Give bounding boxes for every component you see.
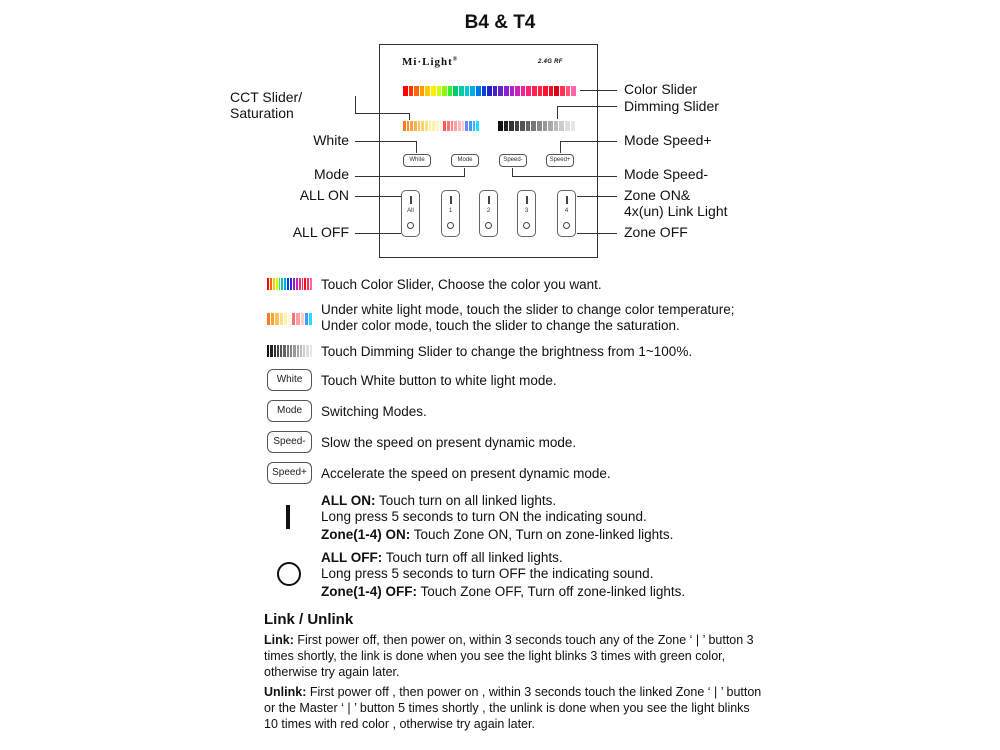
color-swatch [281, 278, 283, 290]
dim-swatch [543, 121, 548, 131]
color-swatch [273, 278, 275, 290]
legend-on-text-1: Touch turn on all linked lights. [375, 493, 557, 508]
legend-speed-plus-text: Accelerate the speed on present dynamic mode. [321, 466, 611, 481]
leader-line [577, 196, 617, 197]
dim-swatch [509, 121, 514, 131]
legend-on-text [321, 493, 673, 543]
legend-off-line-3 [321, 584, 685, 600]
mode-button[interactable]: Mode [451, 154, 479, 167]
brand-registered-mark: ® [452, 56, 459, 63]
dim-swatch [554, 121, 559, 131]
legend-speed-minus-button: Speed- [267, 431, 312, 453]
callout-white: White [313, 132, 349, 148]
cct-swatch [288, 313, 291, 325]
callout-cct-line-2: Saturation [230, 105, 294, 121]
zone-label: 3 [524, 208, 529, 214]
cct-swatch [271, 313, 274, 325]
unlink-paragraph [264, 684, 764, 732]
leader-line [557, 106, 558, 119]
color-swatch [538, 86, 543, 96]
leader-line [355, 113, 410, 114]
dim-swatch [548, 121, 553, 131]
dim-swatch [531, 121, 536, 131]
color-swatch [279, 278, 281, 290]
color-swatch [560, 86, 565, 96]
leader-line [560, 141, 561, 153]
color-swatch [304, 278, 306, 290]
cct-swatch [462, 121, 465, 131]
zone-4-key[interactable] [557, 190, 576, 237]
color-swatch [287, 278, 289, 290]
leader-line [512, 176, 617, 177]
color-swatch [532, 86, 537, 96]
off-circle-icon [485, 222, 492, 229]
color-swatch [465, 86, 470, 96]
callout-dimming-slider: Dimming Slider [624, 98, 719, 114]
leader-line [355, 141, 417, 142]
dim-swatch [277, 345, 279, 357]
color-swatch [276, 278, 278, 290]
color-swatch [420, 86, 425, 96]
leader-line [409, 113, 410, 120]
leader-line [464, 168, 465, 177]
leader-line [416, 141, 417, 153]
callout-zone-on [624, 187, 728, 219]
legend-on-line-2: Long press 5 seconds to turn ON the indicating sound. [321, 509, 647, 524]
color-swatch [448, 86, 453, 96]
cct-swatch [447, 121, 450, 131]
dim-swatch [287, 345, 289, 357]
page-title: B4 & T4 [464, 12, 536, 33]
zone-all-key[interactable] [401, 190, 420, 237]
callout-mode-speed-minus: Mode Speed- [624, 166, 709, 182]
dim-swatch [504, 121, 509, 131]
cct-swatch [296, 313, 299, 325]
color-swatch [290, 278, 292, 290]
cct-swatch [284, 313, 287, 325]
legend-cct-text [321, 302, 734, 334]
legend-cct-line-2: Under color mode, touch the slider to change the saturation. [321, 318, 680, 333]
color-swatch [459, 86, 464, 96]
legend-on-line-3 [321, 527, 673, 543]
legend-off-line-2: Long press 5 seconds to turn OFF the indicating sound. [321, 566, 654, 581]
dim-swatch [297, 345, 299, 357]
cct-swatch [267, 313, 270, 325]
color-swatch [571, 86, 576, 96]
unlink-text: First power off , then power on , within 3 seconds touch the linked Zone ‘ | ’ button or the Master ‘ | ’ button 5 times shortly , the unlink is done when you see the light blinks 10 times with red color , otherwise try again later. [264, 685, 762, 731]
on-bar-icon [450, 196, 452, 204]
dim-swatch [274, 345, 276, 357]
color-swatch [549, 86, 554, 96]
leader-line [355, 176, 465, 177]
dim-swatch [526, 121, 531, 131]
speed-minus-button[interactable]: Speed- [499, 154, 527, 167]
zone-label: 2 [486, 208, 491, 214]
cct-swatch [421, 121, 424, 131]
zone-2-key[interactable] [479, 190, 498, 237]
color-swatch [554, 86, 559, 96]
on-bar-icon [488, 196, 490, 204]
color-swatch [515, 86, 520, 96]
callout-cct-slider [230, 89, 349, 121]
cct-swatch [443, 121, 446, 131]
legend-cct-line-1: Under white light mode, touch the slider to change color temperature; [321, 302, 735, 317]
dim-swatch [306, 345, 308, 357]
cct-swatch [429, 121, 432, 131]
legend-off-text-3: Touch Zone OFF, Turn off zone-linked lights. [417, 584, 686, 599]
dim-swatch [515, 121, 520, 131]
cct-swatch [425, 121, 428, 131]
cct-swatch [280, 313, 283, 325]
dimming-slider-icon [267, 345, 313, 357]
legend-off-line-1 [321, 550, 685, 566]
callout-zone-on-line-2: 4x(un) Link Light [624, 203, 728, 219]
dim-swatch [571, 121, 576, 131]
color-swatch [431, 86, 436, 96]
legend-dim-text: Touch Dimming Slider to change the brightness from 1~100%. [321, 344, 693, 359]
color-swatch [487, 86, 492, 96]
color-swatch [521, 86, 526, 96]
off-circle-icon [407, 222, 414, 229]
dim-swatch [303, 345, 305, 357]
link-paragraph [264, 632, 764, 680]
dim-swatch [293, 345, 295, 357]
callout-color-slider: Color Slider [624, 81, 698, 97]
off-circle-icon [523, 222, 530, 229]
callout-cct-line-1: CCT Slider/ [230, 89, 303, 105]
legend-on-text-3: Touch Zone ON, Turn on zone-linked lights. [410, 527, 674, 542]
color-swatch [425, 86, 430, 96]
unlink-label: Unlink: [264, 685, 307, 699]
dim-swatch [267, 345, 269, 357]
color-swatch [442, 86, 447, 96]
legend-off-bold-1: ALL OFF: [321, 550, 383, 565]
color-slider[interactable] [403, 86, 577, 96]
color-swatch [453, 86, 458, 96]
brand-name: Mi·Light [402, 56, 453, 68]
leader-line [355, 233, 401, 234]
dim-swatch [300, 345, 302, 357]
callout-all-on: ALL ON [299, 187, 349, 203]
color-slider-icon [267, 278, 313, 290]
color-swatch [526, 86, 531, 96]
on-bar-icon [566, 196, 568, 204]
link-text: First power off, then power on, within 3 seconds touch any of the Zone ‘ | ’ button 3 times shortly, the link is done when you see the light blinks 3 times with green color, otherwise try again later. [264, 633, 754, 679]
legend-mode-text: Switching Modes. [321, 404, 427, 419]
color-swatch [414, 86, 419, 96]
cct-swatch [476, 121, 479, 131]
cct-swatch [469, 121, 472, 131]
cct-slider[interactable] [403, 121, 480, 131]
legend-mode-button: Mode [267, 400, 312, 422]
leader-line [560, 141, 617, 142]
color-swatch [504, 86, 509, 96]
color-swatch [284, 278, 286, 290]
callout-all-off: ALL OFF [292, 224, 349, 240]
dim-swatch [283, 345, 285, 357]
dim-swatch [537, 121, 542, 131]
on-bar-icon [286, 505, 290, 529]
cct-swatch [407, 121, 410, 131]
cct-swatch [473, 121, 476, 131]
dim-swatch [270, 345, 272, 357]
cct-swatch [418, 121, 421, 131]
leader-line [355, 196, 401, 197]
color-swatch [307, 278, 309, 290]
cct-swatch [440, 121, 443, 131]
color-swatch [476, 86, 481, 96]
cct-swatch [458, 121, 461, 131]
dim-swatch [565, 121, 570, 131]
leader-line [580, 90, 617, 91]
color-swatch [403, 86, 408, 96]
dimming-slider[interactable] [498, 121, 576, 131]
cct-swatch [451, 121, 454, 131]
color-swatch [302, 278, 304, 290]
legend-color-text: Touch Color Slider, Choose the color you want. [321, 277, 602, 292]
callout-zone-on-line-1: Zone ON& [624, 187, 691, 203]
link-label: Link: [264, 633, 294, 647]
cct-swatch [309, 313, 312, 325]
off-circle-icon [447, 222, 454, 229]
legend-speed-minus-text: Slow the speed on present dynamic mode. [321, 435, 577, 450]
color-swatch [296, 278, 298, 290]
dim-swatch [498, 121, 503, 131]
dim-swatch [280, 345, 282, 357]
color-swatch [566, 86, 571, 96]
color-swatch [437, 86, 442, 96]
cct-swatch [301, 313, 304, 325]
zone-3-key[interactable] [517, 190, 536, 237]
dim-swatch [310, 345, 312, 357]
legend-off-bold-3: Zone(1-4) OFF: [321, 584, 417, 599]
cct-swatch [410, 121, 413, 131]
off-circle-icon [563, 222, 570, 229]
cct-swatch [436, 121, 439, 131]
zone-1-key[interactable] [441, 190, 460, 237]
leader-line [577, 233, 617, 234]
cct-swatch [414, 121, 417, 131]
legend-on-bold-3: Zone(1-4) ON: [321, 527, 411, 542]
callout-mode-speed-plus: Mode Speed+ [624, 132, 712, 148]
legend-on-bold-1: ALL ON: [321, 493, 376, 508]
color-swatch [310, 278, 312, 290]
legend-on-line-1 [321, 493, 673, 509]
leader-line [355, 96, 356, 114]
dim-swatch [520, 121, 525, 131]
cct-swatch [403, 121, 406, 131]
color-swatch [270, 278, 272, 290]
link-unlink-heading: Link / Unlink [264, 611, 354, 628]
color-swatch [498, 86, 503, 96]
zone-label: All [407, 208, 414, 214]
speed-plus-button[interactable]: Speed+ [546, 154, 574, 167]
on-bar-icon [410, 196, 412, 204]
dim-swatch [290, 345, 292, 357]
color-swatch [470, 86, 475, 96]
color-swatch [510, 86, 515, 96]
legend-white-text: Touch White button to white light mode. [321, 373, 557, 388]
cct-swatch [432, 121, 435, 131]
cct-swatch [454, 121, 457, 131]
color-swatch [543, 86, 548, 96]
brand-logo [402, 56, 458, 68]
cct-swatch [275, 313, 278, 325]
color-swatch [299, 278, 301, 290]
cct-swatch [465, 121, 468, 131]
legend-off-text-1: Touch turn off all linked lights. [382, 550, 563, 565]
color-swatch [293, 278, 295, 290]
on-bar-icon [526, 196, 528, 204]
white-button[interactable]: White [403, 154, 431, 167]
legend-white-button: White [267, 369, 312, 391]
leader-line [557, 106, 617, 107]
legend-speed-plus-button: Speed+ [267, 462, 312, 484]
cct-swatch [305, 313, 308, 325]
cct-slider-icon [267, 313, 313, 325]
zone-label: 1 [448, 208, 453, 214]
color-swatch [267, 278, 269, 290]
color-swatch [409, 86, 414, 96]
color-swatch [482, 86, 487, 96]
cct-swatch [292, 313, 295, 325]
color-swatch [493, 86, 498, 96]
off-circle-icon [277, 562, 301, 586]
zone-label: 4 [564, 208, 569, 214]
dim-swatch [559, 121, 564, 131]
callout-mode: Mode [313, 166, 349, 182]
legend-off-text [321, 550, 685, 600]
callout-zone-off: Zone OFF [624, 224, 688, 240]
rf-label: 2.4G RF [538, 59, 563, 65]
